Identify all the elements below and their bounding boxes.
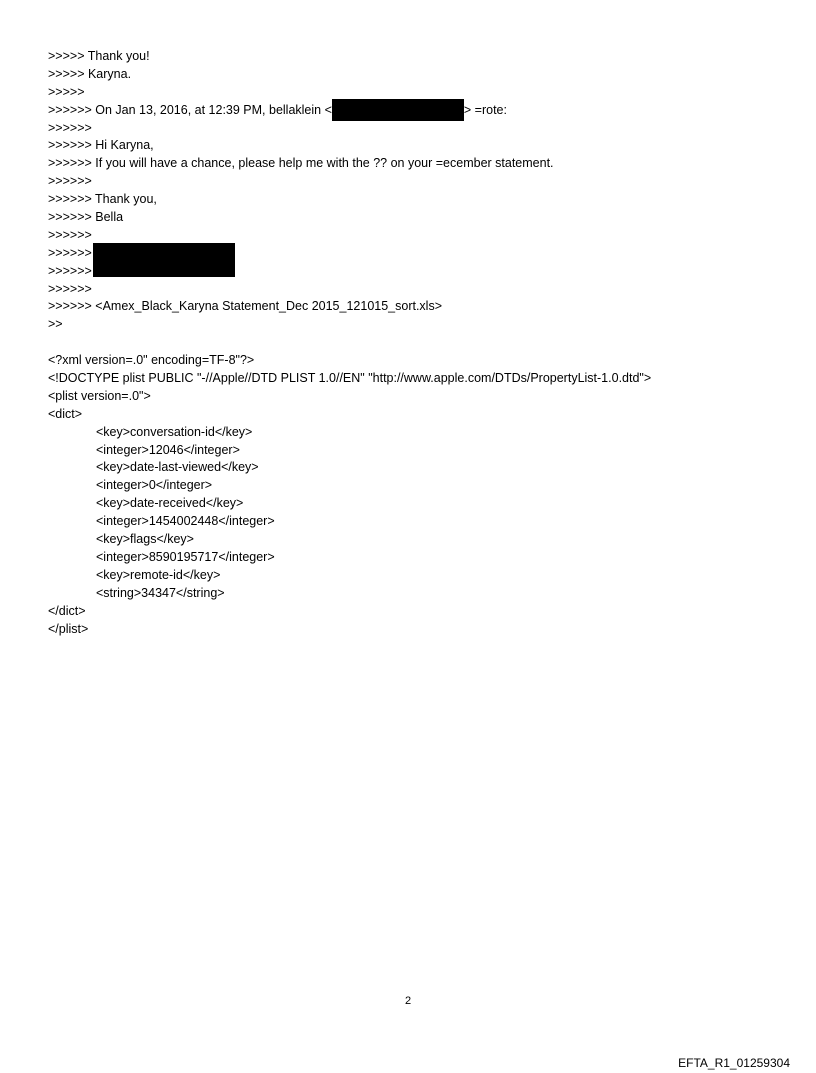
quoted-line: >>>>>>: [48, 120, 92, 135]
redaction-block: [93, 243, 235, 277]
quoted-line: >>>>>: [48, 84, 85, 99]
dict-close-tag: </dict>: [48, 603, 86, 618]
quoted-line: >>>>> Thank you!: [48, 49, 150, 63]
plist-entry: <key>conversation-id</key>: [96, 424, 253, 439]
quoted-line: >>>>>>: [48, 245, 92, 260]
doctype-line: <!DOCTYPE plist PUBLIC "-//Apple//DTD PLIST 1.0//EN" "http://www.apple.com/DTDs/PropertyList-1.0.dtd">: [48, 371, 652, 386]
quoted-line: >>>>>>: [48, 281, 92, 296]
plist-entry: <key>date-last-viewed</key>: [96, 460, 259, 475]
quoted-header-prefix: >>>>>> On Jan 13, 2016, at 12:39 PM, bellaklein <: [48, 102, 332, 117]
quoted-line: >>>>> Karyna.: [48, 66, 132, 81]
plist-entry: <key>date-received</key>: [96, 496, 244, 511]
quoted-header-suffix: > =rote:: [463, 102, 507, 117]
quoted-line: >>>>>> If you will have a chance, please help me with the ?? on your =ecember statement.: [48, 156, 554, 171]
plist-entry: <key>remote-id</key>: [96, 567, 221, 582]
plist-entry: <integer>0</integer>: [96, 478, 213, 493]
quoted-line: >>>>>> Thank you,: [48, 192, 157, 207]
page-number: 2: [404, 995, 412, 1007]
plist-open-tag: <plist version=.0">: [48, 388, 151, 403]
plist-close-tag: </plist>: [48, 621, 89, 636]
redacted-email-address: [332, 99, 464, 121]
plist-entry: <integer>12046</integer>: [96, 442, 240, 457]
attachment-line: >>>>>> <Amex_Black_Karyna Statement_Dec 2015_121015_sort.xls>: [48, 299, 443, 314]
quoted-line: >>>>>> Bella: [48, 210, 124, 225]
quoted-header-line: [48, 102, 788, 120]
quoted-line: >>>>>>: [48, 174, 92, 189]
email-body: [48, 48, 788, 638]
xml-declaration: <?xml version=.0" encoding=TF-8"?>: [48, 353, 255, 368]
quoted-line: >>>>>>: [48, 263, 92, 278]
plist-entry: <key>flags</key>: [96, 532, 194, 547]
quoted-line: >>>>>> Hi Karyna,: [48, 138, 154, 153]
dict-open-tag: <dict>: [48, 406, 83, 421]
plist-entry: <integer>8590195717</integer>: [96, 549, 275, 564]
bates-number: EFTA_R1_01259304: [678, 1056, 790, 1070]
quoted-line: >>>>>>: [48, 227, 92, 242]
plist-entry: <string>34347</string>: [96, 585, 225, 600]
blank-line: [48, 334, 788, 352]
quoted-line: >>: [48, 317, 63, 332]
plist-entry: <integer>1454002448</integer>: [96, 514, 275, 529]
